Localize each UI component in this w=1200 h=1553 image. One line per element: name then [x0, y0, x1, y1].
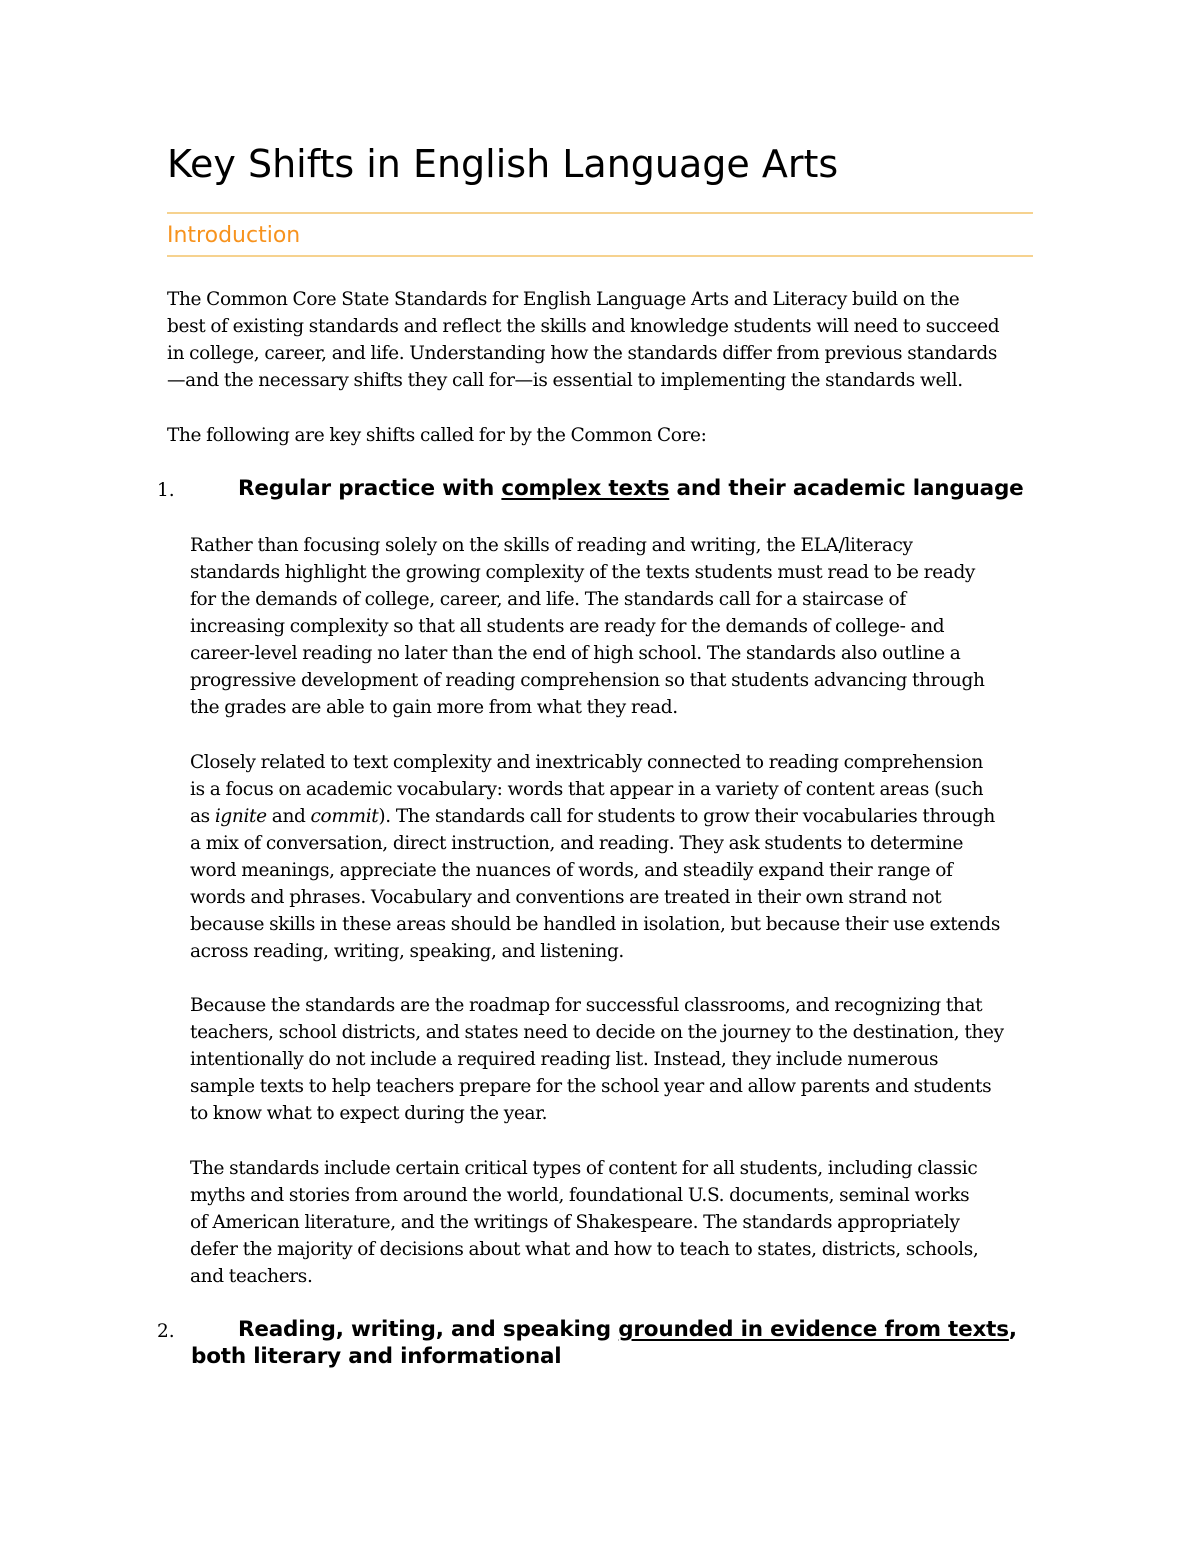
- shift-2-heading: [238, 1316, 1017, 1344]
- shift-1-paragraph-4: [190, 1155, 978, 1290]
- lead-in-sentence: The following are key shifts called for by the Common Core:: [167, 425, 707, 446]
- paragraph-line: to know what to expect during the year.: [190, 1103, 548, 1124]
- shift-1-heading-start: Regular practice with: [238, 476, 502, 501]
- text-run: as: [190, 806, 215, 827]
- complex-texts-link[interactable]: complex texts: [501, 476, 670, 501]
- intro-line: best of existing standards and reflect the skills and knowledge students will need to succeed: [167, 316, 1000, 337]
- section-heading-introduction: Introduction: [167, 223, 301, 248]
- paragraph-line: defer the majority of decisions about what and how to teach to states, districts, schools,: [190, 1239, 979, 1260]
- paragraph-line: is a focus on academic vocabulary: words that appear in a variety of content areas (such: [190, 779, 984, 800]
- paragraph-line: The standards include certain critical types of content for all students, including classic: [190, 1158, 978, 1179]
- paragraph-line-with-italics: [190, 803, 1000, 830]
- list-number-1: 1.: [157, 480, 175, 501]
- paragraph-line: a mix of conversation, direct instruction, and reading. They ask students to determine: [190, 833, 964, 854]
- shift-1-heading-end: and their academic language: [669, 476, 1024, 501]
- paragraph-line: progressive development of reading comprehension so that students advancing through: [190, 670, 985, 691]
- paragraph-line: intentionally do not include a required reading list. Instead, they include numerous: [190, 1049, 939, 1070]
- shift-2-heading-start: Reading, writing, and speaking: [238, 1317, 619, 1342]
- paragraph-line: across reading, writing, speaking, and listening.: [190, 941, 624, 962]
- grounded-in-evidence-link[interactable]: grounded in evidence from texts: [618, 1317, 1009, 1342]
- shift-2-heading-end: ,: [1008, 1317, 1017, 1342]
- paragraph-line: because skills in these areas should be handled in isolation, but because their use extends: [190, 914, 1001, 935]
- italic-word-ignite: ignite: [214, 806, 267, 827]
- paragraph-line: myths and stories from around the world, foundational U.S. documents, seminal works: [190, 1185, 970, 1206]
- paragraph-line: Closely related to text complexity and inextricably connected to reading comprehension: [190, 752, 983, 773]
- paragraph-line: word meanings, appreciate the nuances of words, and steadily expand their range of: [190, 860, 953, 881]
- paragraph-line: words and phrases. Vocabulary and conventions are treated in their own strand not: [190, 887, 942, 908]
- heading-bottom-rule: [167, 255, 1033, 257]
- paragraph-line: standards highlight the growing complexity of the texts students must read to be ready: [190, 562, 976, 583]
- paragraph-line: of American literature, and the writings of Shakespeare. The standards appropriately: [190, 1212, 960, 1233]
- text-run: and: [266, 806, 311, 827]
- paragraph-line: career-level reading no later than the end of high school. The standards also outline a: [190, 643, 961, 664]
- paragraph-line: sample texts to help teachers prepare for the school year and allow parents and students: [190, 1076, 992, 1097]
- paragraph-line: increasing complexity so that all students are ready for the demands of college- and: [190, 616, 945, 637]
- document-title: Key Shifts in English Language Arts: [167, 142, 839, 186]
- paragraph-line: Because the standards are the roadmap for successful classrooms, and recognizing that: [190, 995, 983, 1016]
- shift-1-heading: [238, 475, 1024, 503]
- intro-line: —and the necessary shifts they call for—is essential to implementing the standards well.: [167, 370, 963, 391]
- paragraph-line: and teachers.: [190, 1266, 313, 1287]
- shift-2-heading-line-2: both literary and informational: [191, 1344, 562, 1369]
- shift-1-paragraph-1: [190, 532, 985, 721]
- shift-1-paragraph-2: [190, 749, 1000, 965]
- paragraph-line: for the demands of college, career, and life. The standards call for a staircase of: [190, 589, 906, 610]
- intro-line: in college, career, and life. Understanding how the standards differ from previous standards: [167, 343, 998, 364]
- list-number-2: 2.: [157, 1321, 175, 1342]
- intro-line: The Common Core State Standards for English Language Arts and Literacy build on the: [167, 289, 960, 310]
- paragraph-line: the grades are able to gain more from what they read.: [190, 697, 678, 718]
- italic-word-commit: commit: [310, 806, 379, 827]
- paragraph-line: teachers, school districts, and states need to decide on the journey to the destination, they: [190, 1022, 1004, 1043]
- paragraph-line: Rather than focusing solely on the skills of reading and writing, the ELA/literacy: [190, 535, 913, 556]
- shift-1-paragraph-3: [190, 992, 1004, 1127]
- intro-paragraph: [167, 286, 999, 394]
- heading-top-rule: [167, 212, 1033, 214]
- text-run: ). The standards call for students to grow their vocabularies through: [378, 806, 995, 827]
